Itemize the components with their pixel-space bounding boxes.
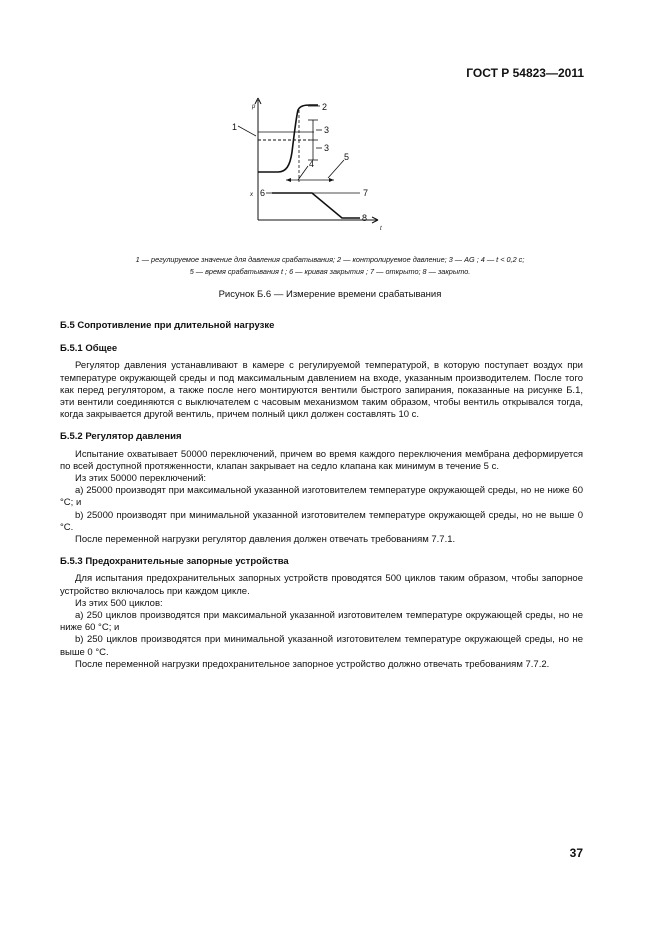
callout-2: 2 [322, 102, 328, 112]
callout-7: 7 [363, 188, 369, 198]
paragraph: Из этих 500 циклов: [75, 597, 163, 609]
callout-8: 8 [362, 213, 368, 223]
list-item-a: a) 25000 производят при максимальной указанной изготовителем температуре окружающей среды, но не ниже 60 °C; и [60, 485, 583, 509]
subsection-title-1: Б.5.1 Общее [60, 343, 118, 355]
axis-label-t: t [380, 226, 382, 232]
subsection-title-3: Б.5.3 Предохранительные запорные устройства [60, 556, 289, 568]
callout-6: 6 [260, 188, 266, 198]
paragraph: Для испытания предохранительных запорных устройств проводятся 500 циклов таким образом, чтобы запорное устройство включалось при каждом цикле. [60, 573, 583, 597]
response-time-graph [228, 96, 398, 236]
paragraph: Регулятор давления устанавливают в камере с регулируемой температурой, в которую поступает воздух при температуре окружающей среды и под максимальным давлением на входе, указанным производителем. После того как перед регулятором, а также после него монтируются вентили быстрого запирания, показанные на рисунке Б.1, эти вентили соединяются с выключателем с часовым механизмом таким образом, чтобы вентиль открывался тогда, когда закрывается другой вентиль, причем полный цикл должен составлять 10 с. [60, 360, 583, 421]
subsection-title-2: Б.5.2 Регулятор давления [60, 431, 182, 443]
axis-label-x: x [250, 192, 253, 198]
paragraph: После переменной нагрузки предохранительное запорное устройство должно отвечать требованиям 7.7.2. [75, 658, 550, 670]
callout-4: 4 [309, 159, 315, 169]
list-item-b: b) 25000 производят при минимальной указанной изготовителем температуре окружающей среды, но не выше 0 °C. [60, 509, 583, 533]
list-item-b: b) 250 циклов производятся при минимальной указанной изготовителем температуре окружающей среды, но не выше 0 °C. [60, 634, 583, 658]
paragraph: После переменной нагрузки регулятор давления должен отвечать требованиям 7.7.1. [75, 534, 456, 546]
callout-1: 1 [232, 122, 238, 132]
figure-b6-diagram [228, 96, 398, 236]
callout-5: 5 [344, 152, 350, 162]
figure-caption: Рисунок Б.6 — Измерение времени срабатывания [218, 289, 442, 300]
paragraph: Из этих 50000 переключений: [75, 473, 207, 485]
callout-3a: 3 [324, 125, 330, 135]
section-title: Б.5 Сопротивление при длительной нагрузке [60, 320, 275, 331]
page-number: 37 [569, 846, 583, 860]
standard-number: ГОСТ Р 54823—2011 [466, 66, 584, 80]
paragraph: Испытание охватывает 50000 переключений, причем во время каждого переключения мембрана деформируется по всей доступной протяженности, клапан закрывает на седло клапана как минимум в течение 5 с. [60, 448, 583, 472]
list-item-a: a) 250 циклов производятся при максимальной указанной изготовителем температуре окружающей среды, но не ниже 60 °C; и [60, 610, 583, 634]
axis-label-p: p [252, 104, 256, 110]
callout-3b: 3 [324, 143, 330, 153]
figure-key-line-2: 5 — время срабатывания t ; 6 — кривая закрытия ; 7 — открыто; 8 — закрыто. [189, 267, 471, 276]
figure-key-line-1: 1 — регулируемое значение для давления срабатывания; 2 — контролируемое давление; 3 — AG ; 4 — t < 0,2 с; [135, 255, 525, 264]
figure-key [60, 254, 600, 278]
document-body [60, 320, 583, 671]
